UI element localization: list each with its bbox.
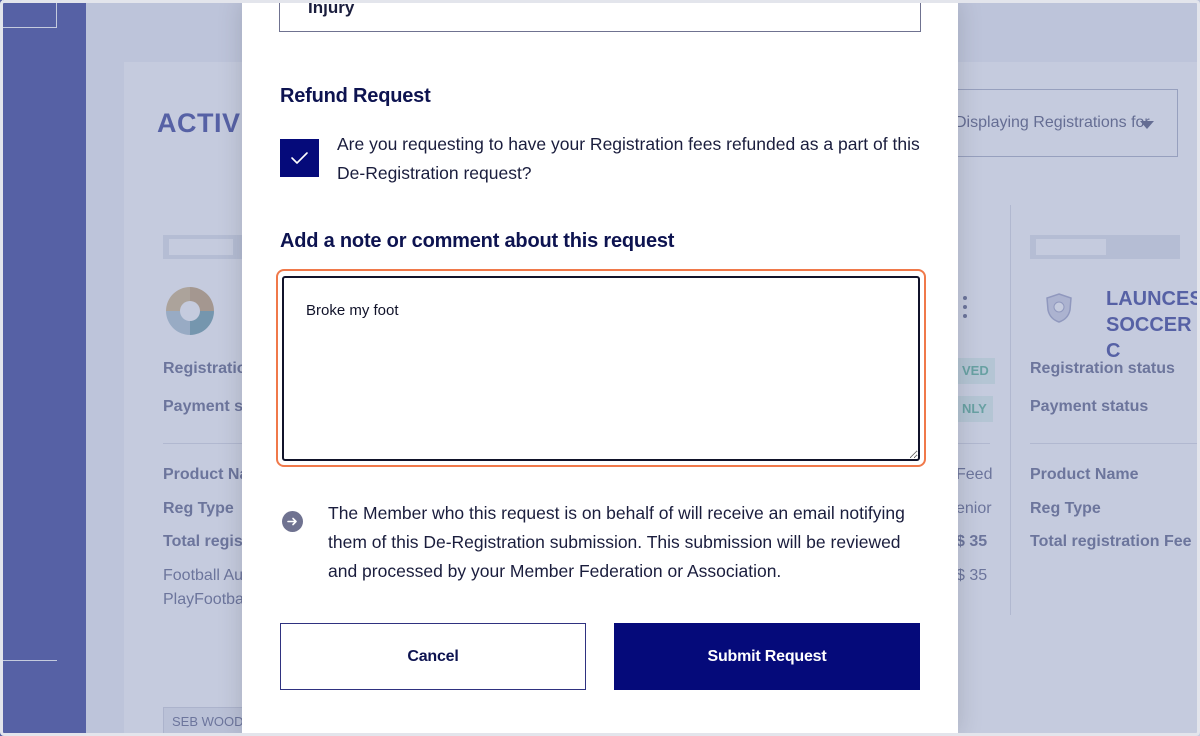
reason-field-value: Injury xyxy=(308,0,355,17)
refund-checkbox[interactable] xyxy=(280,139,319,177)
submit-request-button[interactable]: Submit Request xyxy=(614,623,920,690)
note-textarea[interactable] xyxy=(282,276,920,461)
deregistration-modal xyxy=(242,0,958,736)
note-section-title: Add a note or comment about this request xyxy=(280,230,675,252)
reason-field[interactable] xyxy=(279,0,921,32)
refund-section-title: Refund Request xyxy=(280,85,431,107)
cancel-button[interactable]: Cancel xyxy=(280,623,586,690)
checkmark-icon xyxy=(290,150,309,166)
info-message: The Member who this request is on behalf of will receive an email notifying them of this De-Registration submission. This submission will be reviewed and processed by your Member Federation or Association. xyxy=(328,503,905,581)
refund-checkbox-label: Are you requesting to have your Registration fees refunded as a part of this De-Registration request? xyxy=(337,134,920,183)
arrow-right-circle-icon xyxy=(282,511,303,532)
